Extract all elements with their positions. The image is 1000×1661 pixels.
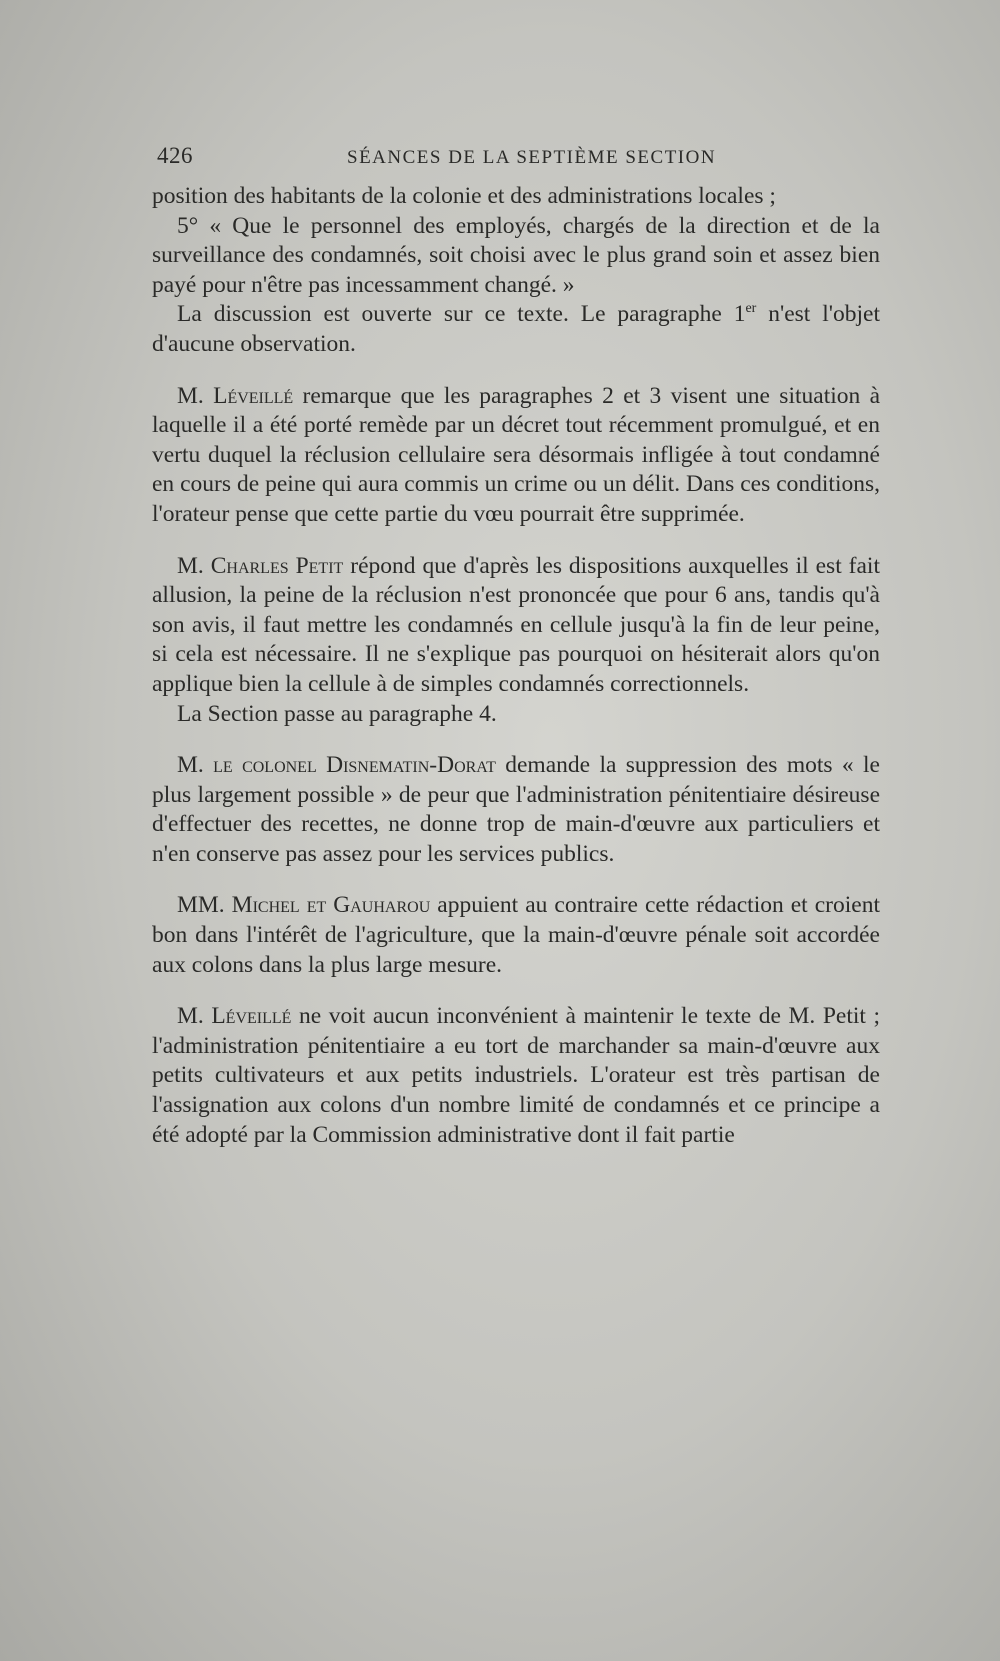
paragraph-text: appuient au contraire cette rédaction et croient bon dans l'intérêt de l'agriculture, que la main-d'œuvre pénale soit accordée aux colons dans la plus large mesure.: [152, 892, 880, 978]
paragraph-text: position des habitants de la colonie et des administrations locales ;: [152, 183, 776, 209]
paragraph-text: La discussion est ouverte sur ce texte. Le paragraphe 1: [177, 301, 746, 328]
speaker-name: MM. Michel et Gauharou: [177, 892, 431, 919]
paragraph-text: 5° « Que le personnel des employés, chargés de la direction et de la surveillance des condamnés, soit choisi avec le plus grand soin et assez bien payé pour n'être pas incessamment changé. »: [152, 212, 880, 298]
paragraph-leveille-2: [152, 1002, 880, 1150]
paragraph-disnematin: [152, 751, 880, 869]
speaker-name: M. Léveillé: [177, 382, 294, 409]
paragraph-leveille-1: [152, 382, 880, 530]
paragraph-petit: [152, 552, 880, 700]
page-number: 426: [157, 143, 193, 168]
paragraph-continuation: [152, 182, 880, 212]
paragraph-text: n'est l'objet d'aucune observation.: [152, 301, 880, 357]
paragraph-text: La Section passe au paragraphe 4.: [177, 700, 497, 727]
paragraph-text: demande la suppression des mots « le plus largement possible » de peur que l'administration pénitentiaire désireuse d'effectuer des recettes, ne donne trop de main-d'œuvre aux particuliers et n'en conserve pas assez pour les services publics.: [152, 752, 880, 867]
speaker-name: M. le colonel Disnematin-Dorat: [177, 752, 496, 779]
page-header: [157, 143, 877, 177]
running-title: SÉANCES DE LA SEPTIÈME SECTION: [347, 147, 717, 168]
speaker-name: M. Charles Petit: [177, 552, 344, 579]
paragraph-text: remarque que les paragraphes 2 et 3 visent une situation à laquelle il a été porté remède par un décret tout récemment promulgué, et en vertu duquel la réclusion cellulaire sera désormais infligée à tout condamné en cours de peine qui aura commis un crime ou un délit. Dans ces conditions, l'orateur pense que cette partie du vœu pourrait être supprimée.: [152, 382, 881, 527]
paragraph-item-5: [152, 212, 880, 301]
body-text: [152, 182, 880, 1150]
superscript: er: [745, 301, 757, 317]
paragraph-text: ne voit aucun inconvénient à maintenir le texte de M. Petit ; l'administration pénitentiaire a eu tort de marchander sa main-d'œuvre aux petits cultivateurs et aux petits industriels. L'orateur est très partisan de l'assignation aux colons d'un nombre limité de condamnés et ce principe a été adopté par la Commission administrative dont il fait partie: [152, 1003, 881, 1148]
paragraph-section: [152, 700, 880, 730]
paragraph-text: répond que d'après les dispositions auxquelles il est fait allusion, la peine de la réclusion n'est prononcée que pour 6 ans, tandis qu'à son avis, il faut mettre les condamnés en cellule jusqu'à la fin de leur peine, si cela est nécessaire. Il ne s'explique pas pourquoi on hésiterait alors qu'on applique bien la cellule à de simples condamnés correctionnels.: [152, 552, 880, 697]
paragraph-discussion: [152, 300, 880, 359]
paragraph-michel-gauharou: [152, 891, 880, 980]
speaker-name: M. Léveillé: [177, 1003, 292, 1030]
